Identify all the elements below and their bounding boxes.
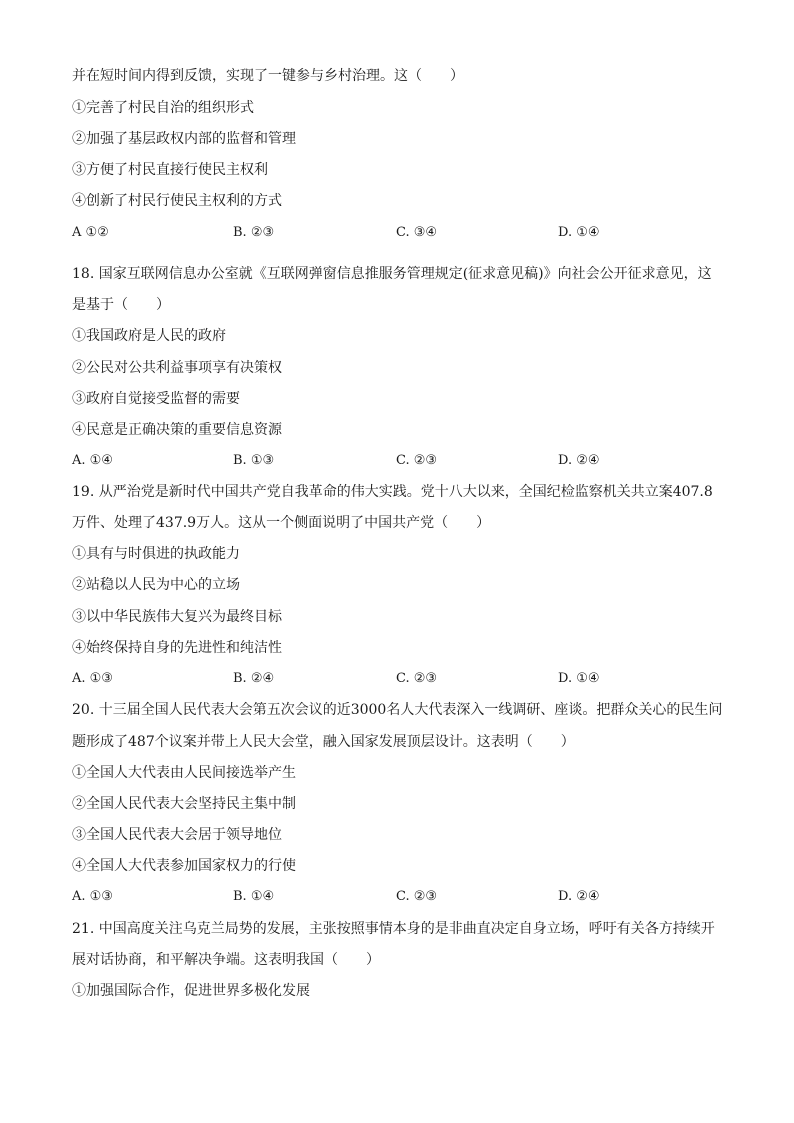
question-20-stem-line-2: 题形成了487个议案并带上人民大会堂，融入国家发展顶层设计。这表明（ ）: [72, 734, 575, 750]
question-21-stem-line-1: 21. 中国高度关注乌克兰局势的发展，主张按照事情本身的是非曲直决定自身立场，呼吁有关各方持续开: [72, 921, 715, 937]
question-18-option-d[interactable]: D. ②④: [558, 453, 600, 468]
question-17-option-d[interactable]: D. ①④: [558, 225, 600, 240]
question-17-option-b[interactable]: B. ②③: [233, 225, 275, 240]
question-19-statement-1: ①具有与时俱进的执政能力: [72, 546, 240, 562]
question-21-statement-1: ①加强国际合作，促进世界多极化发展: [72, 983, 310, 999]
question-19-option-d[interactable]: D. ①④: [558, 671, 600, 686]
question-19-statement-4: ④始终保持自身的先进性和纯洁性: [72, 640, 282, 656]
question-17-stem-continued: 并在短时间内得到反馈，实现了一键参与乡村治理。这（ ）: [72, 68, 464, 84]
question-18-statement-1: ①我国政府是人民的政府: [72, 328, 226, 344]
question-19-options: [72, 670, 722, 688]
question-18-statement-3: ③政府自觉接受监督的需要: [72, 391, 240, 407]
question-19-option-c[interactable]: C. ②③: [396, 671, 438, 686]
question-17-options: [72, 224, 722, 242]
question-18-statement-2: ②公民对公共利益事项享有决策权: [72, 360, 282, 376]
question-19-option-a[interactable]: A. ①③: [72, 671, 113, 686]
question-17-statement-3: ③方便了村民直接行使民主权利: [72, 162, 268, 178]
question-19-option-b[interactable]: B. ②④: [233, 671, 275, 686]
question-18-stem-line-2: 是基于（ ）: [72, 297, 170, 313]
question-18-option-a[interactable]: A. ①④: [72, 453, 113, 468]
question-20-statement-3: ③全国人民代表大会居于领导地位: [72, 827, 282, 843]
question-19-stem-line-2: 万件、处理了437.9万人。这从一个侧面说明了中国共产党（ ）: [72, 515, 491, 531]
question-20-statement-4: ④全国人大代表参加国家权力的行使: [72, 858, 296, 874]
question-17-statement-4: ④创新了村民行使民主权利的方式: [72, 193, 282, 209]
question-17-statement-2: ②加强了基层政权内部的监督和管理: [72, 131, 296, 147]
question-20-statement-1: ①全国人大代表由人民间接选举产生: [72, 765, 296, 781]
question-17-option-a[interactable]: A ①②: [72, 225, 109, 240]
question-18-option-c[interactable]: C. ②③: [396, 453, 438, 468]
question-18-statement-4: ④民意是正确决策的重要信息资源: [72, 422, 282, 438]
question-20-option-a[interactable]: A. ①③: [72, 889, 113, 904]
question-19-statement-2: ②站稳以人民为中心的立场: [72, 577, 240, 593]
question-20-stem-line-1: 20. 十三届全国人民代表大会第五次会议的近3000名人大代表深入一线调研、座谈。把群众关心的民生问: [72, 702, 723, 718]
question-20-statement-2: ②全国人民代表大会坚持民主集中制: [72, 796, 296, 812]
question-17-statement-1: ①完善了村民自治的组织形式: [72, 100, 254, 116]
question-18-options: [72, 452, 722, 470]
question-19-statement-3: ③以中华民族伟大复兴为最终目标: [72, 609, 282, 625]
question-19-stem-line-1: 19. 从严治党是新时代中国共产党自我革命的伟大实践。党十八大以来，全国纪检监察机关共立案407.8: [72, 484, 713, 500]
question-20-option-c[interactable]: C. ②③: [396, 889, 438, 904]
question-18-option-b[interactable]: B. ①③: [233, 453, 275, 468]
question-20-option-d[interactable]: D. ②④: [558, 889, 600, 904]
question-21-stem-line-2: 展对话协商，和平解决争端。这表明我国（ ）: [72, 952, 380, 968]
question-20-option-b[interactable]: B. ①④: [233, 889, 275, 904]
question-18-stem-line-1: 18. 国家互联网信息办公室就《互联网弹窗信息推服务管理规定(征求意见稿)》向社会公开征求意见，这: [72, 266, 712, 282]
question-17-option-c[interactable]: C. ③④: [396, 225, 438, 240]
question-20-options: [72, 888, 722, 906]
